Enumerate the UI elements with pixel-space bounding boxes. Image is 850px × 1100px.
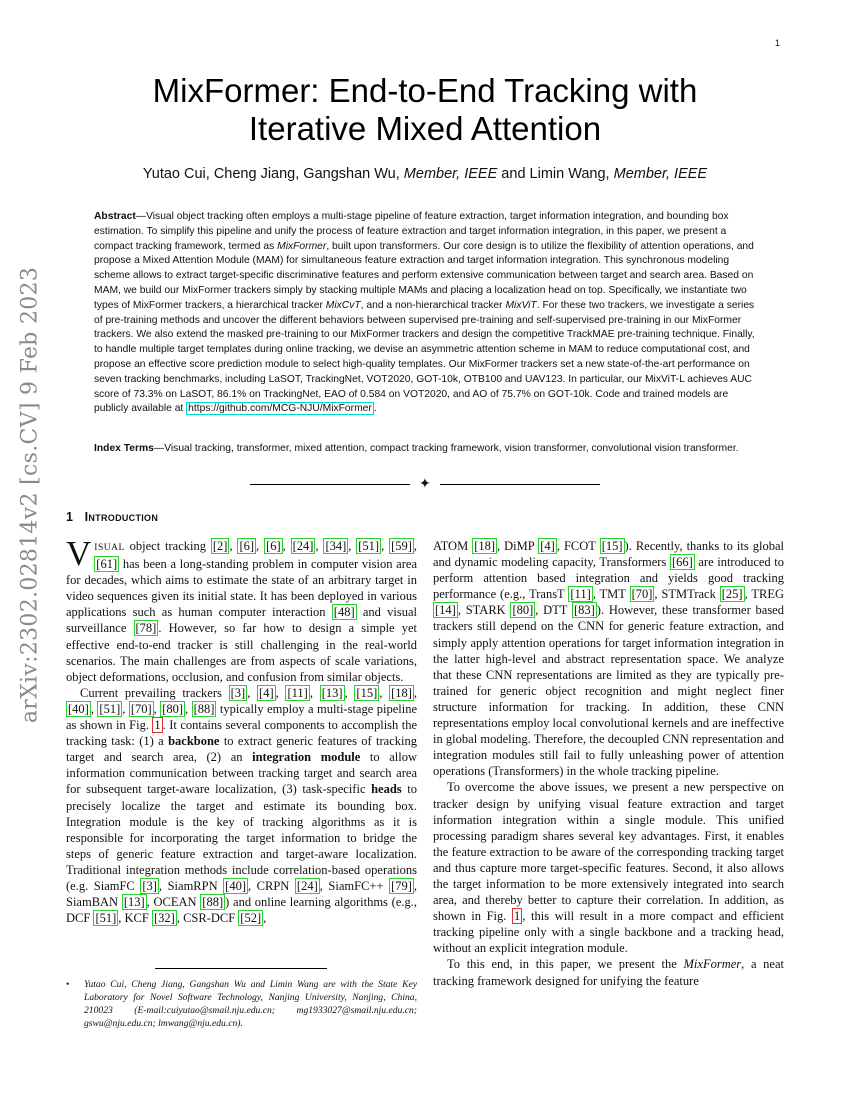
arxiv-stamp-text: arXiv:2302.02814v2 [cs.CV] 9 Feb 2023 — [17, 266, 43, 724]
affiliation-footnote — [66, 978, 417, 1030]
citation[interactable]: [40] — [68, 701, 89, 716]
citation[interactable]: [14] — [435, 603, 456, 618]
citation[interactable]: [78] — [135, 621, 157, 636]
citation[interactable]: [18] — [474, 539, 496, 553]
citation[interactable]: [6] — [239, 539, 255, 553]
citation[interactable]: [88] — [193, 701, 215, 716]
citation[interactable]: [15] — [601, 539, 623, 553]
citation[interactable]: [51] — [95, 911, 117, 926]
citation[interactable]: [24] — [296, 878, 318, 893]
footnote-bullet: • — [66, 979, 70, 990]
right-column — [433, 538, 784, 989]
abstract: Abstract—Visual object tracking often employs a multi-stage pipeline of feature extraction, target information integration, and bounding box estimation. To simplify this pipeline and unify the process of feature extraction and target information integration, in this paper, we present a compact tracking framework, termed as MixFormer, built upon transformers. Our core design is to utilize the flexibility of attention operations, and propose a Mixed Attention Module (MAM) for simultaneous feature extraction and target information integration. This synchronous modeling scheme allows to extract target-specific discriminative features and perform extensive communication between target and search area. Based on MAM, we build our MixFormer trackers simply by stacking multiple MAMs and placing a localization head on top. Specifically, we instantiate two types of MixFormer trackers, a hierarchical tracker MixCvT, and a non-hierarchical tracker MixViT. For these two trackers, we investigate a series of pre-training methods and uncover the different behaviors between supervised pre-training and self-supervised pre-training in our MixFormer trackers. We also extend the masked pre-training to our MixFormer trackers and design the competitive TrackMAE pre-training technique. Finally, to handle multiple target templates during online tracking, we devise an asymmetric attention scheme in MAM to reduce computational cost, and propose an effective score prediction module to select high-quality templates. Our MixFormer trackers set a new state-of-the-art performance on seven tracking benchmarks, including LaSOT, TrackingNet, VOT2020, GOT-10k, OTB100 and UAV123. In particular, our MixViT-L achieves AUC score of 73.3% on LaSOT, 86.1% on TrackingNet, EAO of 0.584 on VOT2020, and AO of 75.7% on GOT-10k. Code and trained models are publicly available at https://github.com/MCG-NJU/MixFormer . — [94, 211, 755, 415]
footnote-text: Yutao Cui, Cheng Jiang, Gangshan Wu and Limin Wang are with the State Key Laboratory for Novel Software Technology, Nanjing University, Nanjing, China, 210023 (E-mail:cuiyutao@smail.nju.edu.cn; mg1933027@smail.nju.edu.cn; gswu@nju.edu.cn; lmwang@nju.edu.cn). — [84, 979, 417, 1029]
citation[interactable]: [51] — [358, 539, 380, 553]
citation[interactable]: [3] — [142, 878, 157, 893]
index-terms: Index Terms—Visual tracking, transformer, mixed attention, compact tracking framework, vision transformer, convolutional vision transformer. — [94, 443, 739, 454]
citation[interactable]: [80] — [512, 603, 534, 618]
citation[interactable]: [32] — [153, 911, 175, 926]
abstract-label: Abstract — [94, 211, 136, 222]
intro-paragraph-4: To overcome the above issues, we present a new perspective on tracker design by unifying visual feature extraction and target information integration within a single module. This unified processing paradigm shares several key advantages. First, it enables the feature extraction to be aware of the corresponding tracking target and thus capture more target-specific features. Second, it also allows the target information to be more extensively integrated into search area, and thereby better to capture their correlation. In addition, as shown in Fig. 1 , this will result in a more compact and efficient tracking pipeline only with a single backbone and a tracking head, without an explicit integration module. — [433, 780, 784, 956]
intro-paragraph-3: ATOM [18] , DiMP [4] , FCOT [15] ). Recently, thanks to its global and dynamic modeling capacity, Transformers [66] are introduced to perform attention based integration and yields good tracking performance (e.g., TransT [11] , TMT [70] , STMTrack [25] , TREG [14] , STARK [80] , DTT [83] ). However, these transformer based trackers still depend on the CNN for generic feature extraction, and simply apply attention operations for target information integration in the latter high-level and abstract representation space. We analyze that these CNN representations are limited as they are typically pre-trained for generic object recognition and might neglect finer structure information for tracking. In addition, these CNN representations employ local convolutional kernels and are ineffective in global modeling. Therefore, the decoupled CNN representation and integration modules still fail to fully unleashing power of attention operations (Transformers) in the whole tracking pipeline. — [433, 539, 785, 779]
citation[interactable]: [88] — [202, 895, 224, 910]
citation[interactable]: [79] — [391, 878, 412, 893]
figure-ref[interactable]: 1 — [154, 718, 161, 733]
citation[interactable]: [25] — [721, 587, 743, 602]
drop-cap: V — [66, 534, 92, 573]
author-line: Yutao Cui, Cheng Jiang, Gangshan Wu, Member, IEEE and Limin Wang, Member, IEEE — [142, 166, 708, 182]
intro-paragraph-2: Current prevailing trackers [3] , [4] , [11] , [13] , [15] , [18] , [40] , [51] , [70] , [80] , [88] typically employ a multi-stage pipeline as shown in Fig. 1 . It contains several components to accomplish the tracking task: (1) a backbone to extract generic features of tracking target and search area, (2) an integration module to allow information communication between tracking target and search area for subsequent target-aware localization, (3) task-specific heads to precisely localize the target and estimate its bounding box. Integration module is the key of tracking algorithms as it is responsible for incorporating the target information to bridge the steps of generic feature extraction and target-aware localization. Traditional integration methods include correlation-based operations (e.g. SiamFC [3] , SiamRPN [40] , CRPN [24] , SiamFC++ [79] , SiamBAN [13] , OCEAN [88] ) and online learning algorithms (e.g., DCF [51] , KCF [32] , CSR-DCF [52] , — [66, 685, 418, 926]
citation[interactable]: [13] — [123, 895, 145, 910]
index-terms-label: Index Terms — [94, 443, 154, 454]
paper-title: MixFormer: End-to-End Tracking with Iterative Mixed Attention — [152, 72, 698, 147]
citation[interactable]: [48] — [333, 605, 355, 620]
citation[interactable]: [2] — [212, 539, 228, 553]
citation[interactable]: [11] — [570, 587, 591, 602]
section-heading: 1 Introduction — [66, 510, 159, 524]
citation[interactable]: [24] — [292, 539, 314, 553]
citation[interactable]: [11] — [287, 685, 308, 700]
citation[interactable]: [83] — [573, 603, 595, 618]
citation[interactable]: [66] — [671, 555, 693, 570]
figure-ref[interactable]: 1 — [514, 909, 521, 924]
intro-paragraph-1: VISUAL object tracking [2] , [6] , [6] , [24] , [34] , [51] , [59] , [61] has been a long-standing problem in computer vision area for decades, which aims to estimate the state of an arbitrary target in video sequences given its initial state. It has been deployed in various applications such as human computer interaction [48] and visual surveillance [78] . However, so far how to design a simple yet effective end-to-end tracker is still challenging in the real-world scenarios. The main challenges are from aspects of scale variations, object deformations, occlusion, and confusion from similar objects. — [66, 534, 418, 684]
citation[interactable]: [3] — [230, 685, 246, 700]
citation[interactable]: [51] — [99, 701, 121, 716]
citation[interactable]: [4] — [259, 685, 274, 700]
citation[interactable]: [13] — [321, 685, 343, 700]
intro-paragraph-5: To this end, in this paper, we present the MixFormer, a neat tracking framework designed for unifying the feature — [433, 957, 784, 988]
arxiv-stamp — [10, 266, 50, 724]
citation[interactable]: [18] — [391, 685, 412, 700]
section-divider — [250, 476, 600, 492]
citation[interactable]: [70] — [130, 701, 152, 716]
citation[interactable]: [15] — [356, 685, 378, 700]
citation[interactable]: [4] — [540, 539, 555, 553]
citation[interactable]: [61] — [96, 557, 118, 572]
divider-diamond-icon: ✦ — [419, 476, 431, 492]
citation[interactable]: [40] — [225, 878, 246, 893]
left-column — [66, 534, 418, 926]
citation[interactable]: [70] — [631, 587, 653, 602]
citation[interactable]: [80] — [162, 701, 184, 716]
citation[interactable]: [59] — [391, 539, 412, 553]
citation[interactable]: [34] — [325, 539, 347, 553]
code-link[interactable]: https://github.com/MCG-NJU/MixFormer — [188, 403, 372, 415]
page-number: 1 — [774, 38, 780, 48]
footnote-rule — [155, 968, 327, 969]
citation[interactable]: [52] — [240, 911, 262, 926]
citation[interactable]: [6] — [266, 539, 281, 553]
